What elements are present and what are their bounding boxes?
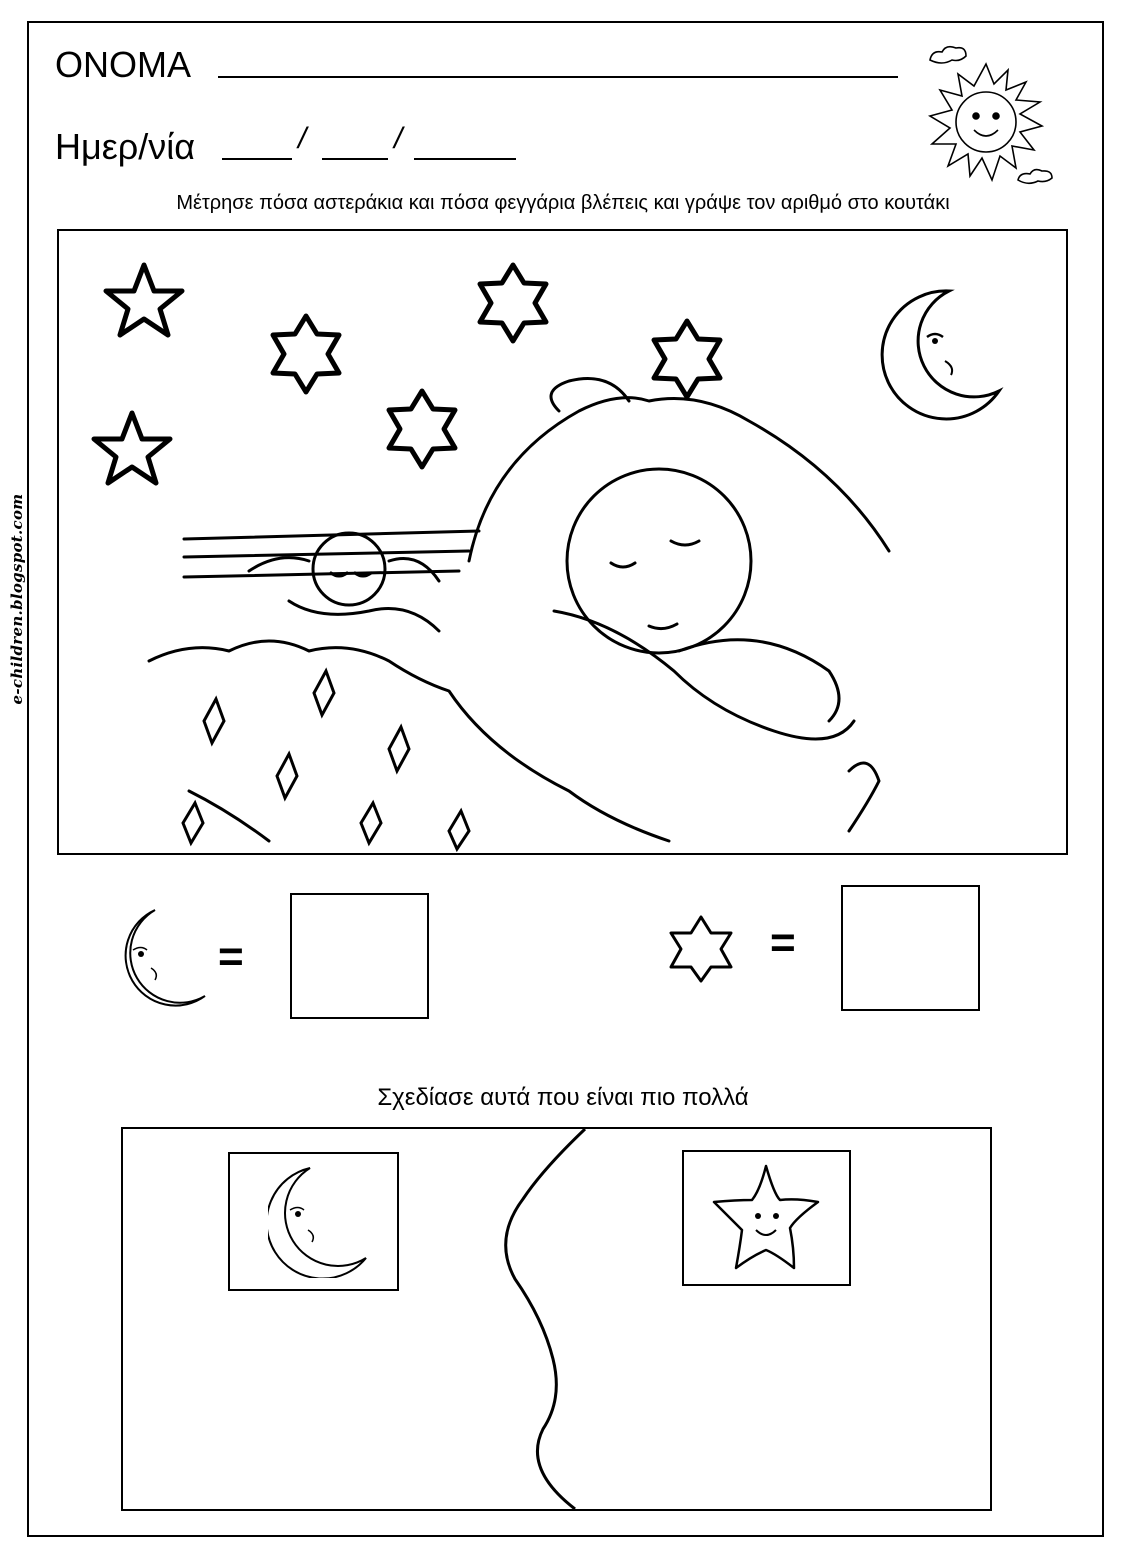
date-year-line[interactable] [414, 158, 516, 160]
star-icon [94, 413, 170, 483]
equals-sign: = [218, 932, 244, 981]
moon-icon [882, 291, 999, 419]
count-instruction: Μέτρησε πόσα αστεράκια και πόσα φεγγάρια βλέπεις και γράψε τον αριθμό στο κουτάκι [176, 192, 950, 214]
star-icon [654, 321, 720, 397]
star-icon [480, 265, 546, 341]
equals-sign: = [770, 918, 796, 967]
sleeping-child-illustration [59, 231, 1066, 853]
star-icon [660, 913, 742, 985]
date-month-line[interactable] [322, 158, 388, 160]
star-picture-box [682, 1150, 851, 1286]
watermark: e-children.blogspot.com [8, 493, 26, 705]
moon-icon [105, 908, 215, 1012]
name-field-line[interactable] [218, 76, 898, 78]
date-label: Ημερ/νία [55, 126, 196, 167]
star-icon [389, 391, 455, 467]
date-separator: / [394, 122, 403, 155]
scene-frame [57, 229, 1068, 855]
star-count-answer-box[interactable] [841, 885, 980, 1011]
draw-instruction: Σχεδίασε αυτά που είναι πιο πολλά [377, 1084, 749, 1111]
moon-picture-box [228, 1152, 399, 1291]
date-separator: / [298, 122, 307, 155]
name-label: ΟΝΟΜΑ [55, 44, 192, 85]
moon-count-answer-box[interactable] [290, 893, 429, 1019]
moon-icon [268, 1166, 368, 1278]
date-day-line[interactable] [222, 158, 292, 160]
star-icon [706, 1160, 826, 1276]
star-icon [273, 316, 339, 392]
sun-icon [922, 40, 1062, 190]
star-icon [106, 265, 182, 335]
